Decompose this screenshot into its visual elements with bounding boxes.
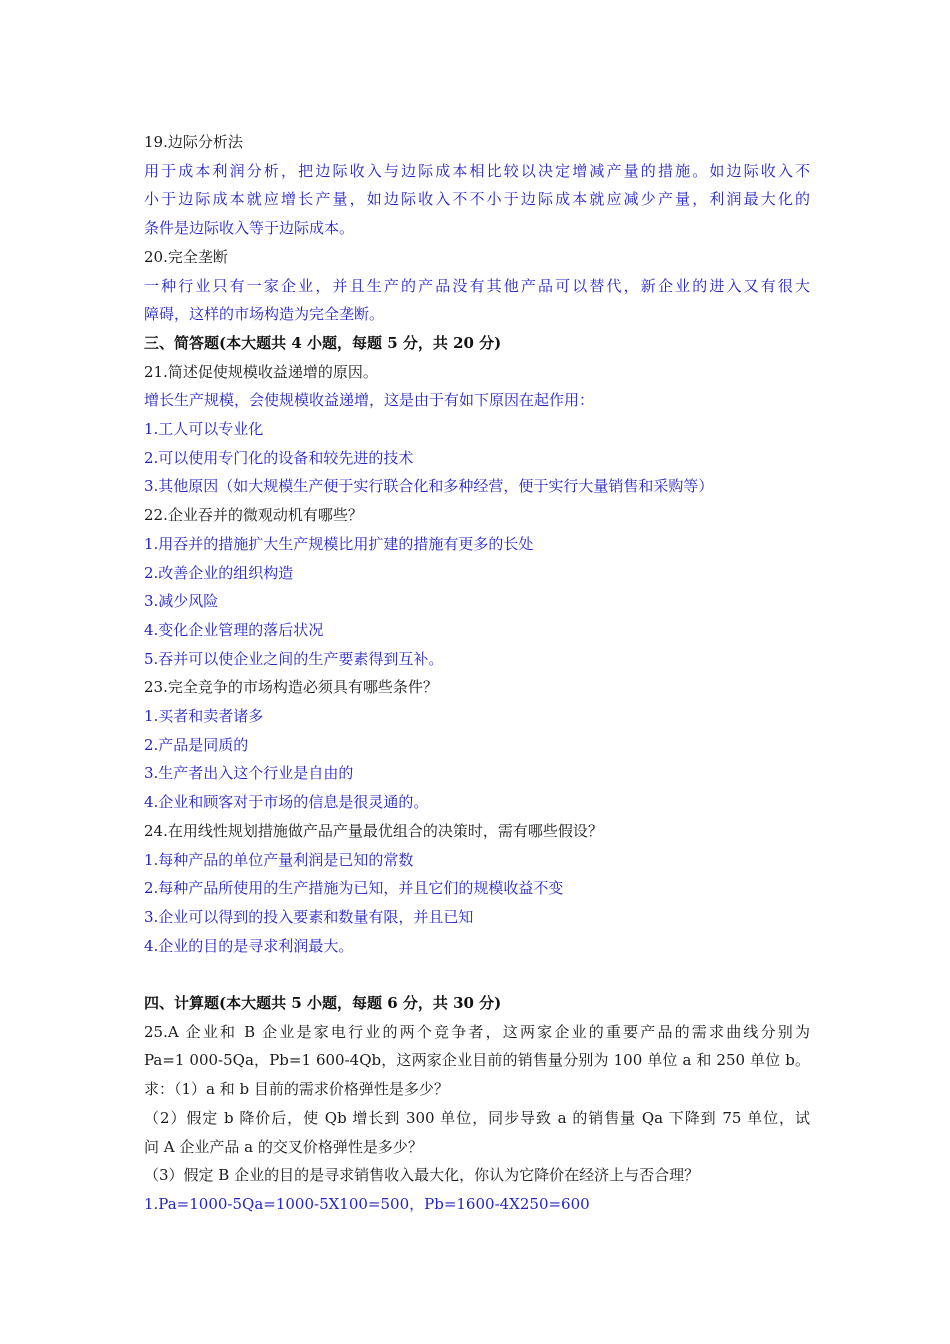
question-line: （2）假定 b 降价后，使 Qb 增长到 300 单位，同步导致 a 的销售量 Qa 下降到 75 单位，试 (144, 1108, 810, 1127)
answer-line: 增长生产规模，会使规模收益递增，这是由于有如下原因在起作用： (144, 391, 595, 410)
answer-line: 1.买者和卖者诸多 (144, 707, 264, 726)
answer-line: 用于成本利润分析，把边际收入与边际成本相比较以决定增减产量的措施。如边际收入不 (144, 161, 810, 180)
question-line: 20.完全垄断 (144, 247, 228, 266)
answer-line: 3.生产者出入这个行业是自由的 (144, 764, 354, 783)
answer-line: 障碍，这样的市场构造为完全垄断。 (144, 305, 385, 324)
question-line: 求：（1）a 和 b 目前的需求价格弹性是多少？ (144, 1080, 449, 1099)
question-line: 25.A 企业和 B 企业是家电行业的两个竞争者，这两家企业的重要产品的需求曲线分别为 (144, 1022, 810, 1041)
answer-line: 2.每种产品所使用的生产措施为已知，并且它们的规模收益不变 (144, 879, 564, 898)
answer-line: 条件是边际收入等于边际成本。 (144, 219, 355, 238)
question-line: 19.边际分析法 (144, 133, 243, 151)
question-line: Pa=1 000-5Qa，Pb=1 600-4Qb，这两家企业目前的销售量分别为 100 单位 a 和 250 单位 b。 (144, 1051, 810, 1070)
answer-line: 2.改善企业的组织构造 (144, 563, 294, 582)
answer-line: 小于边际成本就应增长产量，如边际收入不不小于边际成本就应减少产量，利润最大化的 (144, 190, 810, 209)
answer-line: 1.每种产品的单位产量利润是已知的常数 (144, 850, 414, 869)
answer-line: 1.工人可以专业化 (144, 420, 264, 439)
question-line: 问 A 企业产品 a 的交叉价格弹性是多少？ (144, 1137, 423, 1156)
answer-line: 3.其他原因（如大规模生产便于实行联合化和多种经营，便于实行大量销售和采购等） (144, 477, 714, 496)
question-line: 24.在用线性规划措施做产品产量最优组合的决策时，需有哪些假设？ (144, 821, 603, 840)
answer-line: 5.吞并可以使企业之间的生产要素得到互补。 (144, 649, 444, 668)
answer-line: 1.Pa=1000-5Qa=1000-5X100=500，Pb=1600-4X250=600 (144, 1195, 590, 1213)
answer-line: 3.减少风险 (144, 592, 219, 611)
answer-line: 2.可以使用专门化的设备和较先进的技术 (144, 448, 414, 467)
answer-line: 1.用吞并的措施扩大生产规模比用扩建的措施有更多的长处 (144, 534, 534, 553)
answer-line: 4.变化企业管理的落后状况 (144, 620, 324, 639)
question-line: 21.简述促使规模收益递增的原因。 (144, 362, 378, 381)
answer-line: 4.企业的目的是寻求利润最大。 (144, 936, 354, 955)
question-line: 23.完全竞争的市场构造必须具有哪些条件？ (144, 678, 438, 697)
answer-line: 3.企业可以得到的投入要素和数量有限，并且已知 (144, 907, 474, 926)
question-line: （3）假定 B 企业的目的是寻求销售收入最大化，你认为它降价在经济上与否合理？ (144, 1166, 700, 1185)
blank-line (144, 960, 810, 989)
document-page (144, 128, 810, 1219)
answer-line: 2.产品是同质的 (144, 735, 249, 754)
answer-line: 4.企业和顾客对于市场的信息是很灵通的。 (144, 793, 429, 812)
section-heading: 三、简答题(本大题共 4 小题，每题 5 分，共 20 分) (144, 333, 502, 352)
answer-line: 一种行业只有一家企业，并且生产的产品没有其他产品可以替代，新企业的进入又有很大 (144, 276, 810, 295)
question-line: 22.企业吞并的微观动机有哪些？ (144, 506, 363, 525)
section-heading: 四、计算题(本大题共 5 小题，每题 6 分，共 30 分) (144, 994, 502, 1013)
